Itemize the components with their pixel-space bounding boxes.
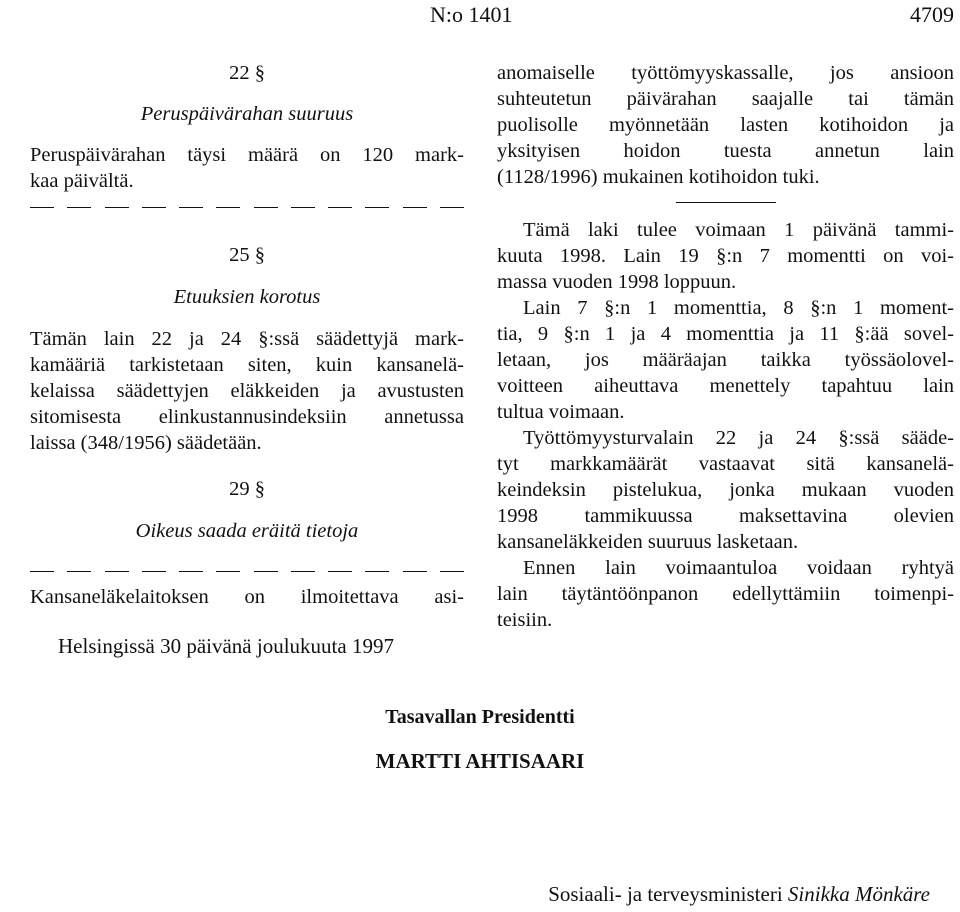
text-line: kaa päivältä. — [30, 170, 134, 192]
text-line: sitomisesta elinkustannusindeksiin annetussa — [30, 406, 464, 428]
section-29-text: Kansaneläkelaitoksen on ilmoitettava asi- — [30, 586, 464, 608]
section-22-title: 22 § — [229, 62, 265, 84]
section-22-heading: Peruspäivärahan suuruus — [140, 103, 354, 125]
minister-signature — [548, 882, 930, 907]
text-line: Lain 7 §:n 1 momenttia, 8 §:n 1 moment- — [523, 297, 954, 319]
separator-rule — [676, 202, 776, 203]
place-and-date: Helsingissä 30 päivänä joulukuuta 1997 — [58, 634, 394, 658]
section-29-title: 29 § — [229, 478, 265, 500]
text-line: Peruspäivärahan täysi määrä on 120 mark- — [30, 144, 464, 166]
section-22-text — [30, 142, 464, 194]
section-25-title: 25 § — [229, 244, 265, 266]
text-line: Tämän lain 22 ja 24 §:ssä säädettyjä mark- — [30, 328, 464, 350]
text-line: suhteutetun päivärahan saajalle tai tämän — [497, 88, 954, 110]
president-title: Tasavallan Presidentti — [385, 706, 575, 728]
text-line: Tämä laki tulee voimaan 1 päivänä tammi- — [523, 219, 954, 241]
text-line: tia, 9 §:n 1 ja 4 momenttia ja 11 §:ää sovel- — [497, 323, 954, 345]
text-line: letaan, jos määräajan taikka työssäolovel- — [497, 349, 954, 371]
document-number: N:o 1401 — [430, 2, 513, 27]
text-line: tultua voimaan. — [497, 401, 625, 423]
omission-dashes — [30, 558, 464, 584]
minister-title: Sosiaali- ja terveysministeri — [548, 882, 783, 906]
text-line: kuuta 1998. Lain 19 §:n 7 momentti on voi- — [497, 245, 954, 267]
text-line: Työttömyysturvalain 22 ja 24 §:ssä sääde- — [523, 427, 954, 449]
section-25-heading: Etuuksien korotus — [173, 286, 321, 308]
text-line: anomaiselle työttömyyskassalle, jos ansioon — [497, 62, 954, 84]
entry-into-force-paragraph — [497, 217, 954, 295]
right-column — [497, 60, 954, 633]
text-line: (1128/1996) mukainen kotihoidon tuki. — [497, 166, 820, 188]
section-29-continued — [497, 60, 954, 190]
application-paragraph — [497, 295, 954, 425]
section-25-text — [30, 326, 464, 456]
section-29-heading: Oikeus saada eräitä tietoja — [135, 520, 359, 542]
text-line: massa vuoden 1998 loppuun. — [497, 271, 737, 293]
text-line: 1998 tammikuussa maksettavina olevien — [497, 505, 954, 527]
president-name: MARTTI AHTISAARI — [375, 749, 585, 773]
text-line: Ennen lain voimaantuloa voidaan ryhtyä — [523, 557, 954, 579]
text-line: lain täytäntöönpanon edellyttämiin toimenpi- — [497, 583, 954, 605]
left-column — [30, 60, 464, 610]
text-line: keindeksin pistelukua, jonka mukaan vuoden — [497, 479, 954, 501]
minister-name: Sinikka Mönkäre — [787, 882, 930, 906]
text-line: laissa (348/1956) säädetään. — [30, 432, 262, 454]
text-line: puolisolle myönnetään lasten kotihoidon ja — [497, 114, 954, 136]
text-line: teisiin. — [497, 609, 553, 631]
amounts-paragraph — [497, 425, 954, 555]
text-line: kansaneläkkeiden suuruus lasketaan. — [497, 531, 799, 553]
text-line: kamääriä tarkistetaan siten, kuin kansanelä- — [30, 354, 464, 376]
implementation-paragraph — [497, 555, 954, 633]
page-number: 4709 — [910, 2, 954, 27]
text-line: yksityisen hoidon tuesta annetun lain — [497, 140, 954, 162]
omission-dashes — [30, 194, 464, 220]
text-line: tyt markkamäärät vastaavat sitä kansanelä- — [497, 453, 954, 475]
text-line: kelaissa säädettyjen eläkkeiden ja avustusten — [30, 380, 464, 402]
text-line: voitteen aiheuttava menettely tapahtuu lain — [497, 375, 954, 397]
